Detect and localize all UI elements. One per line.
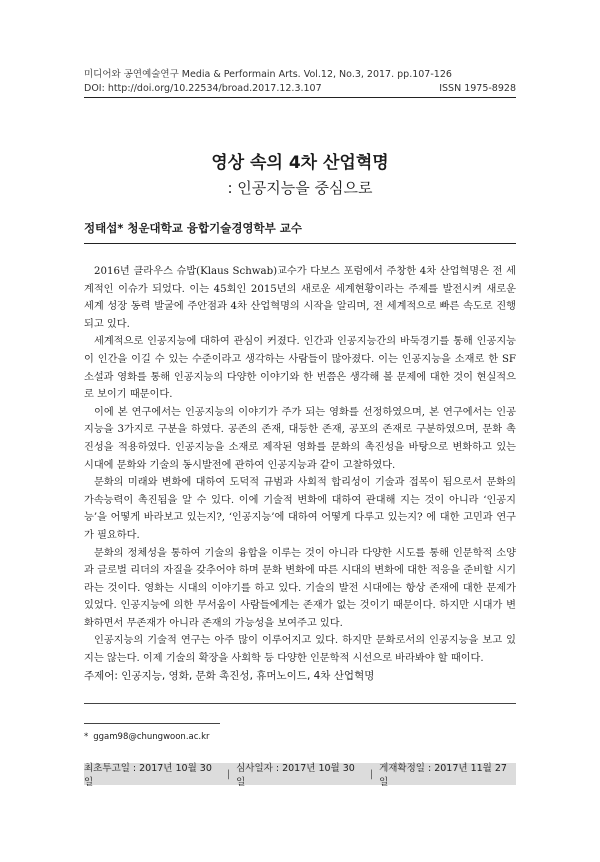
author-line: 정태섭* 청운대학교 융합기술경영학부 교수: [84, 221, 302, 235]
doi-line: [84, 83, 516, 94]
abstract-paragraph: 문화의 정체성을 통하여 기술의 융합을 이루는 것이 아니라 다양한 시도를 통해 인문학적 소양과 글로벌 리더의 자질을 갖추어야 하며 문화 변화에 따른 시대의 변화에 대한 적응을 준비할 시기라는 것이다. 영화는 시대의 이야기를 하고 있다. 기술의 발전 시대에는 항상 존재에 대한 문제가 있었다. 인공지능에 의한 무서움이 사람들에게는 존재가 없는 것이기 때문이다. 하지만 시대가 변화하면서 무존재가 아니라 존재의 가능성을 보여주고 있다.: [84, 547, 516, 629]
paper-subtitle: : 인공지능을 중심으로: [227, 179, 373, 197]
issn: ISSN 1975-8928: [439, 83, 516, 94]
received-date: 최초투고일 : 2017년 10월 30일: [84, 763, 212, 788]
date-separator: |: [226, 768, 231, 780]
author-email[interactable]: ggam98@chungwoon.ac.kr: [93, 732, 210, 742]
abstract-paragraph: 인공지능의 기술적 연구는 아주 많이 이루어지고 있다. 하지만 문화로서의 인공지능을 보고 있지는 않는다. 이제 기술의 확장을 사회학 등 다양한 인문학적 시선으로 바라봐야 할 때이다.: [84, 635, 516, 665]
abstract-paragraph: 문화의 미래와 변화에 대하여 도덕적 규범과 사회적 합리성이 기술과 접목이 됨으로서 문화의 가속능력이 촉진됨을 알 수 있다. 이에 기술적 변화에 대하여 관대해 지는 것이 아니라 ‘인공지능’을 어떻게 바라보고 있는지?, ‘인공지능’에 대하여 어떻게 다루고 있는지? 에 대한 고민과 연구가 필요하다.: [84, 477, 516, 541]
publication-dates-bar: [84, 763, 516, 788]
paper-title: 영상 속의 4차 산업혁명: [211, 153, 389, 173]
footnote-mark: *: [84, 732, 89, 742]
accepted-date: 게재확정일 : 2017년 11월 27일: [379, 763, 507, 788]
abstract: [84, 263, 516, 668]
abstract-paragraph: 2016년 클라우스 슈밥(Klaus Schwab)교수가 다보스 포럼에서 주창한 4차 산업혁명은 전 세계적인 이슈가 되었다. 이는 45회인 2015년의 새로운 세계현황이라는 주제를 발전시켜 새로운 세계 성장 동력 발굴에 주안점과 4차 산업혁명의 시작을 알리며, 전 세계적으로 빠른 속도로 진행되고 있다.: [84, 266, 516, 330]
doi-link[interactable]: DOI: http://doi.org/10.22534/broad.2017.12.3.107: [84, 83, 322, 94]
journal-citation: 미디어와 공연예술연구 Media & Performain Arts. Vol.12, No.3, 2017. pp.107-126: [84, 69, 452, 80]
header-rule: [84, 97, 516, 98]
keywords: 주제어: 인공지능, 영화, 문화 촉진성, 휴머노이드, 4차 산업혁명: [84, 670, 375, 682]
footnote: [84, 732, 210, 742]
abstract-paragraph: 세계적으로 인공지능에 대하여 관심이 커졌다. 인간과 인공지능간의 바둑경기를 통해 인공지능이 인간을 이길 수 있는 수준이라고 생각하는 사람들이 많아졌다. 이는 인공지능을 소재로 한 SF 소설과 영화를 통해 인공지능의 다양한 이야기와 한 번쯤은 생각해 볼 문제에 대한 것이 현실적으로 보이기 때문이다.: [84, 336, 516, 401]
review-date: 심사일자 : 2017년 10월 30일: [236, 763, 355, 788]
footnote-rule: [84, 723, 220, 724]
author-rule: [84, 243, 516, 244]
keywords-rule: [84, 703, 516, 704]
date-separator: |: [369, 768, 374, 780]
abstract-paragraph: 이에 본 연구에서는 인공지능의 이야기가 주가 되는 영화를 선정하였으며, 본 연구에서는 인공지능을 3가지로 구분을 하였다. 공존의 존재, 대등한 존재, 공포의 존재로 구분하였으며, 문화 촉진성을 적용하였다. 인공지능을 소재로 제작된 영화를 문화의 촉진성을 바탕으로 변화하고 있는 시대에 문화와 기술의 동시발전에 관하여 인공지능과 같이 고찰하였다.: [84, 406, 516, 471]
